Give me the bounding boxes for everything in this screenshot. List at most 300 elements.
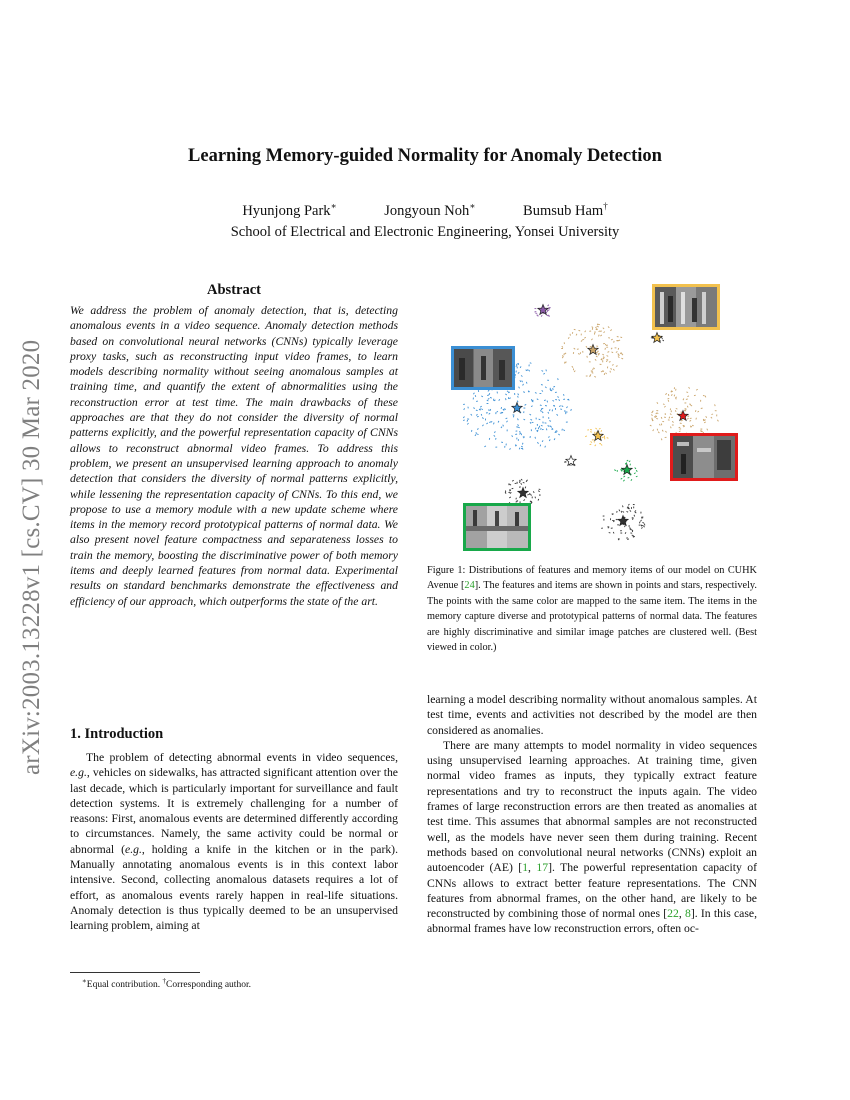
feature-point [545, 387, 546, 388]
feature-point [515, 445, 517, 446]
footnote-rule [70, 972, 200, 973]
continued-paragraph: learning a model describing normality without anomalous samples. At test time, events and activities not described by the model are then considered as anomalies. [427, 693, 757, 737]
feature-point [516, 498, 517, 500]
feature-point [518, 396, 519, 398]
feature-point [533, 491, 534, 493]
feature-point [621, 358, 623, 359]
feature-point [630, 527, 631, 529]
feature-point [601, 430, 602, 432]
feature-point [622, 506, 623, 508]
feature-point [519, 433, 520, 434]
feature-point [635, 512, 637, 513]
feature-point [596, 327, 597, 328]
feature-point [629, 461, 630, 462]
feature-point [478, 428, 479, 430]
feature-point [548, 305, 549, 306]
feature-point [623, 511, 625, 512]
feature-point [510, 484, 511, 485]
feature-point [603, 370, 604, 371]
feature-point [595, 359, 596, 360]
feature-point [574, 329, 576, 330]
feature-point [603, 357, 605, 358]
feature-point [694, 395, 696, 396]
feature-point [505, 394, 506, 395]
feature-point [599, 428, 601, 429]
image-patch-blue [451, 346, 515, 390]
feature-point [679, 431, 681, 432]
feature-point [607, 438, 609, 439]
feature-point [612, 365, 614, 366]
feature-point [618, 357, 619, 358]
feature-point [607, 356, 609, 357]
feature-point [595, 445, 596, 446]
feature-point [505, 492, 506, 494]
feature-point [596, 352, 598, 353]
feature-point [642, 527, 643, 529]
feature-point [531, 494, 532, 496]
feature-point [537, 442, 538, 444]
feature-point [535, 393, 537, 394]
feature-point [639, 522, 640, 524]
feature-point [658, 432, 659, 433]
memory-item-star [678, 411, 688, 421]
feature-point [507, 391, 508, 392]
feature-point [661, 424, 662, 426]
feature-point [481, 409, 482, 410]
feature-point [527, 480, 528, 482]
feature-point [551, 390, 552, 391]
feature-point [611, 368, 612, 370]
feature-point [606, 347, 608, 348]
feature-point [562, 346, 563, 347]
feature-point [584, 337, 586, 338]
feature-point [517, 401, 518, 403]
feature-point [498, 421, 499, 423]
feature-point [495, 431, 496, 433]
feature-point [490, 397, 492, 398]
feature-point [665, 393, 666, 394]
feature-point [616, 352, 618, 353]
feature-point [544, 400, 546, 401]
feature-point [603, 328, 604, 329]
introduction-body [70, 750, 398, 934]
feature-point [508, 392, 510, 393]
figure-1 [445, 278, 745, 556]
feature-point [549, 421, 551, 422]
feature-point [616, 366, 618, 367]
feature-point [530, 363, 532, 364]
feature-point [568, 337, 569, 338]
feature-point [529, 370, 530, 371]
feature-point [590, 444, 592, 445]
feature-point [687, 406, 688, 408]
feature-point [590, 375, 591, 376]
feature-point [674, 395, 675, 397]
feature-point [618, 340, 620, 341]
feature-point [590, 429, 592, 430]
feature-point [626, 463, 627, 465]
author-1: Hyunjong Park∗ [242, 201, 337, 219]
intro-paragraph: The problem of detecting abnormal events in video sequences, e.g., vehicles on sidewalks, has attracted significant attention over the last decade, which is particularly important for surveillance and fault detection systems. It is extremely challenging for a number of reasons: First, anomalous events are determined differently according to circumstances. Namely, the same activity could be normal or abnormal (e.g., holding a knife in the kitchen or in the park). Manually annotating anomalous events is in this context labor intensive. Second, collecting anomalous datasets requires a lot of effort, as anomalous events rarely happen in real-life situations. Anomaly detection is thus typically deemed to be an unsupervised learning problem, aiming at [70, 751, 398, 933]
feature-point [532, 400, 533, 401]
feature-point [476, 414, 477, 416]
feature-point [540, 429, 542, 430]
feature-point [516, 365, 517, 366]
feature-point [644, 526, 645, 528]
figure-caption: Figure 1: Distributions of features and memory items of our model on CUHK Avenue [24]. The features and items are shown in points and stars, respectively. The points with the same color are mapped to the same item. The items in the memory capture diverse and prototypical patterns of normal data. The features are highly discriminative and similar image patches are clustered well. (Best viewed in color.) [427, 565, 757, 654]
feature-point [592, 373, 594, 374]
feature-point [481, 396, 483, 397]
feature-point [660, 424, 661, 426]
feature-point [633, 518, 634, 520]
feature-point [542, 371, 544, 372]
feature-point [522, 443, 523, 445]
feature-point [679, 427, 681, 428]
feature-point [691, 405, 693, 406]
feature-point [614, 470, 616, 471]
feature-point [522, 448, 523, 450]
feature-point [549, 439, 550, 441]
feature-point [578, 353, 579, 354]
feature-point [591, 431, 592, 433]
feature-point [531, 502, 532, 504]
feature-point [563, 430, 564, 431]
feature-point [463, 420, 465, 421]
feature-point [554, 438, 555, 440]
feature-point [628, 504, 629, 505]
feature-point [524, 419, 526, 420]
feature-point [520, 366, 521, 368]
feature-point [653, 430, 654, 432]
feature-point [580, 352, 581, 354]
feature-point [547, 310, 548, 312]
feature-point [557, 414, 558, 415]
feature-point [657, 429, 658, 431]
feature-point [524, 500, 525, 501]
feature-point [526, 382, 527, 384]
feature-point [599, 331, 601, 332]
feature-point [509, 497, 511, 498]
feature-point [631, 474, 632, 476]
feature-point [467, 420, 468, 422]
feature-point [509, 492, 511, 493]
feature-point [651, 415, 653, 416]
feature-point [613, 532, 614, 534]
feature-point [548, 310, 549, 311]
feature-point [608, 527, 610, 528]
feature-point [650, 425, 652, 426]
feature-point [663, 340, 664, 341]
abstract-heading: Abstract [207, 282, 261, 298]
feature-point [520, 431, 521, 433]
feature-point [681, 420, 683, 421]
citation-link[interactable]: 1 [522, 861, 529, 875]
feature-point [596, 329, 598, 330]
footnote: ∗Equal contribution. †Corresponding author. [82, 977, 251, 991]
feature-point [670, 427, 671, 429]
feature-point [546, 429, 547, 431]
feature-point [683, 399, 684, 401]
feature-point [669, 417, 670, 419]
feature-point [522, 381, 523, 383]
feature-point [489, 413, 490, 414]
feature-point [519, 448, 520, 450]
feature-point [711, 414, 713, 415]
feature-point [698, 411, 699, 412]
feature-point [525, 487, 526, 489]
feature-point [471, 414, 472, 415]
feature-point [604, 332, 605, 333]
feature-point [464, 408, 465, 410]
feature-point [590, 346, 592, 347]
feature-point [558, 378, 559, 380]
feature-point [687, 396, 689, 397]
feature-point [497, 411, 498, 412]
feature-point [622, 354, 623, 356]
feature-point [487, 395, 489, 396]
paragraph-2: There are many attempts to model normality in video sequences using unsupervised learning approaches. At training time, given normal video frames as inputs, they typically extract feature representations and try to reconstruct the inputs again. The video frames of large reconstruction errors are then treated as anomalies at test time. This assumes that abnormal samples are not reconstructed well, as the models have never seen them during training. Recent methods based on convolutional neural networks (CNNs) exploit an autoencoder (AE) [1, 17]. The powerful representation capacity of CNNs allows to extract better feature representations. The CNN features from abnormal frames, on the other hand, are likely to be reconstructed by combining those of normal ones [22, 8]. In this case, abnormal frames have low reconstruction errors, often oc- [427, 738, 758, 936]
feature-point [664, 406, 665, 407]
arxiv-stamp: arXiv:2003.13228v1 [cs.CV] 30 Mar 2020 [18, 339, 45, 775]
feature-point [512, 480, 514, 481]
feature-point [499, 399, 500, 400]
feature-point [560, 409, 562, 410]
feature-point [690, 420, 692, 421]
feature-point [538, 491, 540, 492]
right-column-body [427, 692, 757, 937]
feature-point [627, 539, 629, 540]
feature-point [487, 400, 489, 401]
memory-item-star [566, 456, 576, 466]
feature-point [652, 412, 653, 413]
feature-point [594, 368, 595, 369]
feature-point [706, 416, 707, 418]
feature-point [557, 397, 559, 398]
feature-point [620, 337, 622, 338]
feature-point [548, 412, 549, 414]
feature-point [657, 402, 658, 403]
author-list [0, 201, 850, 220]
feature-point [513, 416, 514, 418]
feature-point [520, 380, 521, 381]
citation-link[interactable]: 24 [464, 580, 475, 592]
feature-point [473, 408, 475, 409]
feature-point [591, 339, 592, 340]
feature-point [535, 437, 536, 439]
feature-point [707, 429, 708, 431]
feature-point [563, 355, 564, 357]
feature-point [692, 425, 694, 426]
feature-point [477, 434, 479, 435]
feature-point [665, 431, 666, 432]
feature-point [480, 406, 482, 407]
feature-point [484, 446, 486, 447]
feature-point [553, 400, 555, 401]
memory-item-star [518, 488, 528, 498]
feature-distribution-plot [445, 278, 745, 556]
image-patch-yellow [652, 284, 720, 330]
feature-point [565, 362, 566, 364]
feature-point [518, 424, 519, 426]
feature-point [671, 391, 672, 393]
feature-point [510, 492, 511, 494]
feature-point [703, 395, 705, 396]
feature-point [715, 404, 716, 406]
feature-point [600, 335, 601, 336]
feature-point [608, 352, 610, 353]
feature-point [527, 370, 529, 371]
feature-point [542, 390, 543, 391]
feature-point [609, 362, 611, 363]
feature-point [705, 396, 706, 398]
feature-point [530, 501, 531, 503]
feature-point [521, 446, 523, 447]
feature-point [512, 435, 513, 437]
feature-point [592, 327, 593, 328]
feature-point [531, 419, 533, 420]
feature-point [661, 337, 662, 338]
feature-point [530, 422, 531, 424]
feature-point [635, 468, 636, 469]
author-2: Jongyoun Noh∗ [384, 201, 476, 219]
feature-point [558, 434, 559, 435]
feature-point [579, 330, 581, 331]
feature-point [672, 421, 673, 422]
feature-point [662, 430, 663, 432]
feature-point [676, 408, 678, 409]
feature-point [542, 440, 543, 442]
feature-point [463, 417, 464, 418]
author-3: Bumsub Ham† [523, 201, 608, 219]
feature-point [696, 418, 697, 420]
feature-point [562, 406, 564, 407]
feature-point [618, 348, 619, 350]
feature-point [550, 409, 551, 411]
feature-point [553, 386, 555, 387]
feature-point [619, 510, 620, 512]
feature-point [581, 340, 582, 341]
feature-point [618, 354, 620, 355]
feature-point [538, 499, 539, 501]
feature-point [611, 339, 613, 340]
feature-point [568, 399, 569, 400]
feature-point [574, 371, 575, 372]
feature-point [601, 359, 603, 360]
feature-point [571, 409, 572, 411]
feature-point [559, 399, 560, 401]
feature-point [596, 356, 598, 357]
feature-point [618, 355, 620, 356]
feature-point [630, 510, 631, 511]
feature-point [467, 423, 468, 424]
feature-point [506, 398, 507, 400]
feature-point [475, 434, 476, 435]
feature-point [597, 326, 599, 327]
feature-point [594, 376, 596, 377]
feature-point [613, 369, 614, 370]
feature-point [599, 335, 600, 337]
feature-point [519, 387, 520, 389]
feature-point [523, 392, 525, 393]
feature-point [531, 399, 532, 401]
feature-point [503, 425, 504, 427]
feature-point [476, 410, 478, 411]
feature-point [482, 417, 483, 418]
feature-point [631, 479, 632, 481]
feature-point [494, 400, 496, 401]
feature-point [527, 495, 529, 496]
feature-point [545, 446, 546, 448]
feature-point [565, 353, 566, 354]
feature-point [711, 417, 712, 418]
citation-link[interactable]: 22 [667, 907, 679, 921]
feature-point [586, 346, 587, 347]
feature-point [516, 364, 517, 365]
feature-point [624, 476, 626, 477]
feature-point [656, 418, 658, 419]
feature-point [641, 520, 642, 522]
feature-point [530, 414, 532, 415]
feature-point [546, 370, 547, 372]
feature-point [507, 421, 508, 423]
affiliation: School of Electrical and Electronic Engineering, Yonsei University [230, 224, 620, 240]
feature-point [543, 373, 544, 374]
feature-point [572, 332, 573, 334]
feature-point [506, 418, 508, 419]
feature-point [675, 410, 676, 412]
feature-point [509, 398, 511, 399]
feature-point [632, 518, 634, 519]
paper-title: Learning Memory-guided Normality for Anomaly Detection [188, 146, 662, 166]
feature-point [521, 483, 522, 484]
memory-item-star [622, 465, 632, 475]
feature-point [598, 354, 600, 355]
feature-point [467, 419, 469, 420]
feature-point [585, 436, 587, 437]
feature-point [661, 417, 662, 419]
feature-point [688, 416, 690, 417]
feature-point [541, 425, 543, 426]
feature-point [603, 358, 604, 359]
feature-point [548, 437, 550, 438]
feature-point [610, 330, 611, 331]
feature-point [576, 334, 577, 336]
feature-point [521, 375, 522, 376]
citation-link[interactable]: 8 [684, 907, 691, 921]
feature-point [494, 435, 495, 436]
feature-point [686, 392, 688, 393]
feature-point [596, 428, 597, 429]
feature-point [482, 425, 483, 426]
feature-point [634, 473, 636, 474]
image-patch-red [670, 433, 738, 481]
feature-point [562, 429, 563, 431]
feature-point [539, 419, 541, 420]
feature-point [616, 519, 618, 520]
feature-point [636, 476, 638, 477]
feature-point [518, 394, 519, 396]
feature-point [602, 354, 604, 355]
feature-point [670, 414, 671, 415]
feature-point [668, 398, 670, 399]
citation-link[interactable]: 17 [536, 861, 549, 875]
feature-point [642, 517, 643, 519]
feature-point [542, 412, 543, 413]
feature-point [625, 532, 626, 534]
feature-point [572, 366, 573, 367]
feature-point [598, 353, 600, 354]
feature-point [559, 406, 561, 407]
